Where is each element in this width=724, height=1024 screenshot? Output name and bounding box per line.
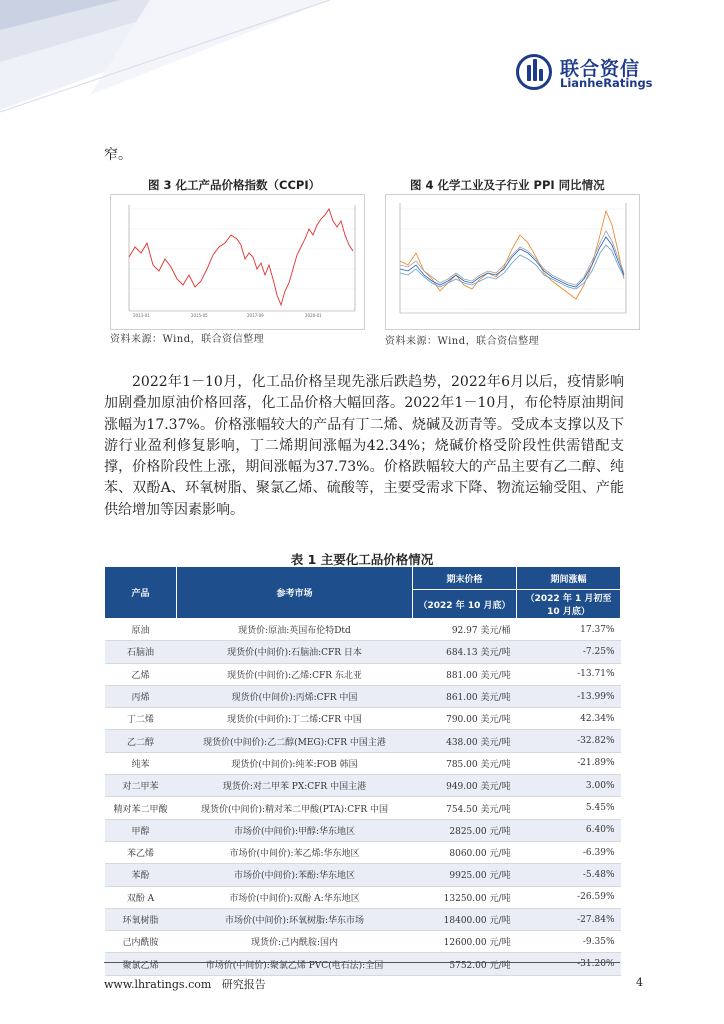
logo-icon (516, 54, 552, 90)
cell-change: -7.25% (517, 641, 621, 663)
cell-price: 949.00 美元/吨 (413, 775, 517, 797)
cell-price: 18400.00 元/吨 (413, 908, 517, 930)
figure3-source: 资料来源：Wind，联合资信整理 (110, 334, 265, 345)
cell-product: 聚氯乙烯 (105, 953, 177, 975)
table-row (105, 864, 621, 886)
cell-price: 785.00 美元/吨 (413, 752, 517, 774)
figure4-series-line (400, 231, 624, 285)
cell-price: 8060.00 元/吨 (413, 841, 517, 863)
figure4-title: 图 4 化学工业及子行业 PPI 同比情况 (410, 178, 605, 192)
cell-product: 双酚 A (105, 886, 177, 908)
cell-price: 9925.00 元/吨 (413, 864, 517, 886)
cell-price: 790.00 美元/吨 (413, 708, 517, 730)
cell-price: 12600.00 元/吨 (413, 931, 517, 953)
cell-market: 市场价(中间价):双酚 A:华东地区 (177, 886, 413, 908)
cell-change: -21.89% (517, 752, 621, 774)
footer-divider (104, 962, 620, 963)
cell-market: 现货价(中间价):乙烯:CFR 东北亚 (177, 663, 413, 685)
cell-change: 3.00% (517, 775, 621, 797)
cell-market: 现货价(中间价):纯苯:FOB 韩国 (177, 752, 413, 774)
cell-market: 市场价(中间价):甲醇:华东地区 (177, 819, 413, 841)
cell-product: 原油 (105, 619, 177, 641)
cell-market: 市场价(中间价):聚氯乙烯 PVC(电石法):全国 (177, 953, 413, 975)
cell-market: 现货价(中间价):丁二烯:CFR 中国 (177, 708, 413, 730)
cell-price: 861.00 美元/吨 (413, 685, 517, 707)
table-title: 表 1 主要化工品价格情况 (290, 552, 434, 567)
table-row (105, 641, 621, 663)
table-row (105, 619, 621, 641)
cell-product: 己内酰胺 (105, 931, 177, 953)
figure4-chart (385, 194, 640, 330)
cell-price: 684.13 美元/吨 (413, 641, 517, 663)
cell-change: 17.37% (517, 619, 621, 641)
cell-change: -32.82% (517, 730, 621, 752)
cell-market: 现货价:对二甲苯 PX:CFR 中国主港 (177, 775, 413, 797)
table-row (105, 708, 621, 730)
page-number: 4 (636, 976, 643, 989)
cell-product: 苯乙烯 (105, 841, 177, 863)
cell-price: 754.50 美元/吨 (413, 797, 517, 819)
cell-change: -13.71% (517, 663, 621, 685)
cell-change: -31.20% (517, 953, 621, 975)
cell-market: 市场价(中间价):环氧树脂:华东市场 (177, 908, 413, 930)
table-row (105, 841, 621, 863)
cell-change: -26.59% (517, 886, 621, 908)
table-row (105, 797, 621, 819)
cell-product: 乙二醇 (105, 730, 177, 752)
cell-market: 现货价:己内酰胺:国内 (177, 931, 413, 953)
cell-product: 丁二烯 (105, 708, 177, 730)
body-paragraph: 2022年1－10月，化工品价格呈现先涨后跌趋势，2022年6月以后，疫情影响加剧叠加原油价格回落，化工品价格大幅回落。2022年1－10月，布伦特原油期间涨幅为17.37%。价格涨幅较大的产品有丁二烯、烧碱及沥青等。受成本支撑以及下游行业盈利修复影响，丁二烯期间涨幅为42.34%；烧碱价格受阶段性供需错配支撑，价格阶段性上涨，期间涨幅为37.73%。价格跌幅较大的产品主要有乙二醇、纯苯、双酚A、环氧树脂、聚氯乙烯、硫酸等，主要受需求下降、物流运输受阻、产能供给增加等因素影响。 (104, 374, 624, 518)
cell-product: 精对苯二甲酸 (105, 797, 177, 819)
cell-product: 乙烯 (105, 663, 177, 685)
cell-product: 石脑油 (105, 641, 177, 663)
cell-market: 现货价(中间价):乙二醇(MEG):CFR 中国主港 (177, 730, 413, 752)
figure3-series-line (129, 209, 353, 305)
cell-price: 92.97 美元/桶 (413, 619, 517, 641)
table-row (105, 908, 621, 930)
table-row (105, 819, 621, 841)
col-header-price: 期末价格 (413, 567, 517, 590)
cell-price: 438.00 美元/吨 (413, 730, 517, 752)
cell-price: 2825.00 元/吨 (413, 819, 517, 841)
logo-cn: 联合资信 (560, 58, 641, 80)
cell-market: 现货价(中间价):丙烯:CFR 中国 (177, 685, 413, 707)
table-row (105, 775, 621, 797)
figure3-x-tick: 2015-05 (191, 313, 208, 318)
cell-product: 纯苯 (105, 752, 177, 774)
cell-product: 环氧树脂 (105, 908, 177, 930)
logo-en: LianheRatings (560, 76, 653, 90)
figure3-x-tick: 2020-01 (305, 313, 322, 318)
brand-logo (516, 52, 706, 92)
table-row (105, 886, 621, 908)
footer-site (104, 976, 266, 992)
cell-change: 6.40% (517, 819, 621, 841)
cell-price: 881.00 美元/吨 (413, 663, 517, 685)
figure3-title: 图 3 化工产品价格指数（CCPI） (148, 178, 321, 192)
cell-price: 13250.00 元/吨 (413, 886, 517, 908)
cell-price: 5752.00 元/吨 (413, 953, 517, 975)
cell-change: 5.45% (517, 797, 621, 819)
footer-url: www.lhratings.com (104, 978, 212, 991)
table-row (105, 663, 621, 685)
col-header-change: 期间涨幅 (517, 567, 621, 590)
table-row (105, 953, 621, 975)
col-header-product: 产品 (105, 567, 177, 619)
footer-label: 研究报告 (221, 978, 266, 991)
cell-change: -9.35% (517, 931, 621, 953)
col-subheader-price: （2022 年 10 月底） (413, 590, 517, 619)
table-row (105, 931, 621, 953)
cell-change: -5.48% (517, 864, 621, 886)
figure3-x-tick: 2013-01 (133, 313, 150, 318)
cell-market: 市场价(中间价):苯乙烯:华东地区 (177, 841, 413, 863)
cell-product: 苯酚 (105, 864, 177, 886)
figure4-series-line (400, 237, 624, 287)
price-table (104, 566, 621, 976)
cell-change: -13.99% (517, 685, 621, 707)
cell-change: -27.84% (517, 908, 621, 930)
cell-product: 甲醇 (105, 819, 177, 841)
cell-change: -6.39% (517, 841, 621, 863)
cell-product: 丙烯 (105, 685, 177, 707)
table-row (105, 685, 621, 707)
table-row (105, 752, 621, 774)
cell-market: 现货价(中间价):石脑油:CFR 日本 (177, 641, 413, 663)
table-row (105, 730, 621, 752)
col-header-market: 参考市场 (177, 567, 413, 619)
figure3-chart (110, 194, 365, 330)
col-subheader-change: （2022 年 1 月初至 10 月底） (517, 590, 621, 619)
figure3-x-tick: 2017-09 (247, 313, 264, 318)
cell-product: 对二甲苯 (105, 775, 177, 797)
cell-market: 现货价:原油:英国布伦特Dtd (177, 619, 413, 641)
cell-change: 42.34% (517, 708, 621, 730)
cell-market: 市场价(中间价):苯酚:华东地区 (177, 864, 413, 886)
paragraph-fragment: 窄。 (104, 147, 132, 163)
figure4-source: 资料来源：Wind，联合资信整理 (385, 336, 540, 347)
cell-market: 现货价(中间价):精对苯二甲酸(PTA):CFR 中国 (177, 797, 413, 819)
